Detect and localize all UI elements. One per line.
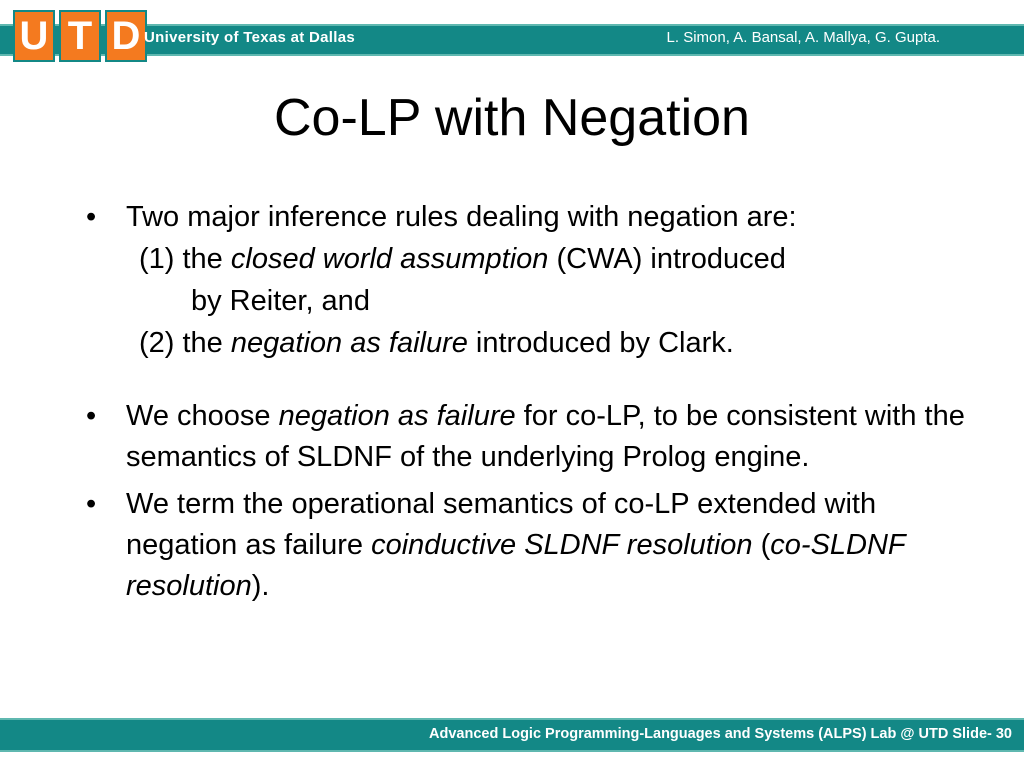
- item-1-emphasis: closed world assumption: [230, 243, 549, 275]
- bullet-2-emphasis: negation as failure: [278, 400, 516, 432]
- authors: L. Simon, A. Bansal, A. Mallya, G. Gupta.: [666, 29, 940, 46]
- university-name: University of Texas at Dallas: [144, 29, 356, 46]
- utd-logo: [13, 10, 147, 60]
- footer-text: Advanced Logic Programming-Languages and Systems (ALPS) Lab @ UTD Slide- 30: [429, 726, 1012, 742]
- bullet-3: [86, 484, 966, 607]
- bullet-1: [86, 196, 966, 238]
- logo-letter-t: T: [59, 10, 101, 62]
- bullet-2-suffix: for co-LP, to be consistent with the semantics of SLDNF of the underlying Prolog engine.: [126, 400, 965, 473]
- bullet-3-emphasis-1: coinductive SLDNF resolution: [371, 529, 753, 561]
- item-2-emphasis: negation as failure: [230, 327, 468, 359]
- slide-title: Co-LP with Negation: [274, 89, 750, 147]
- bullet-dot: •: [86, 201, 97, 233]
- bullet-1-item-2: [86, 322, 966, 364]
- bullet-3-suffix: ).: [251, 570, 270, 602]
- bullet-2: [86, 396, 966, 478]
- item-2-prefix: (2) the: [139, 327, 231, 359]
- bullet-1-item-1-continued: by Reiter, and: [191, 285, 370, 317]
- bullet-3-emphasis-2: co-SLDNF resolution: [126, 529, 906, 602]
- bullet-dot: •: [86, 400, 97, 432]
- bullet-1-text: Two major inference rules dealing with negation are:: [126, 201, 797, 233]
- item-1-suffix: (CWA) introduced: [548, 243, 786, 275]
- bullet-1-item-1: [86, 238, 966, 280]
- bullet-dot: •: [86, 488, 97, 520]
- logo-letter-d: D: [105, 10, 147, 62]
- item-1-prefix: (1) the: [139, 243, 231, 275]
- slide-content: [86, 196, 966, 607]
- logo-letter-u: U: [13, 10, 55, 62]
- item-2-suffix: introduced by Clark.: [467, 327, 734, 359]
- bullet-2-prefix: We choose: [126, 400, 279, 432]
- bullet-3-middle: (: [752, 529, 771, 561]
- bullet-3-prefix: We term the operational semantics of co-LP extended with negation as failure: [126, 488, 877, 561]
